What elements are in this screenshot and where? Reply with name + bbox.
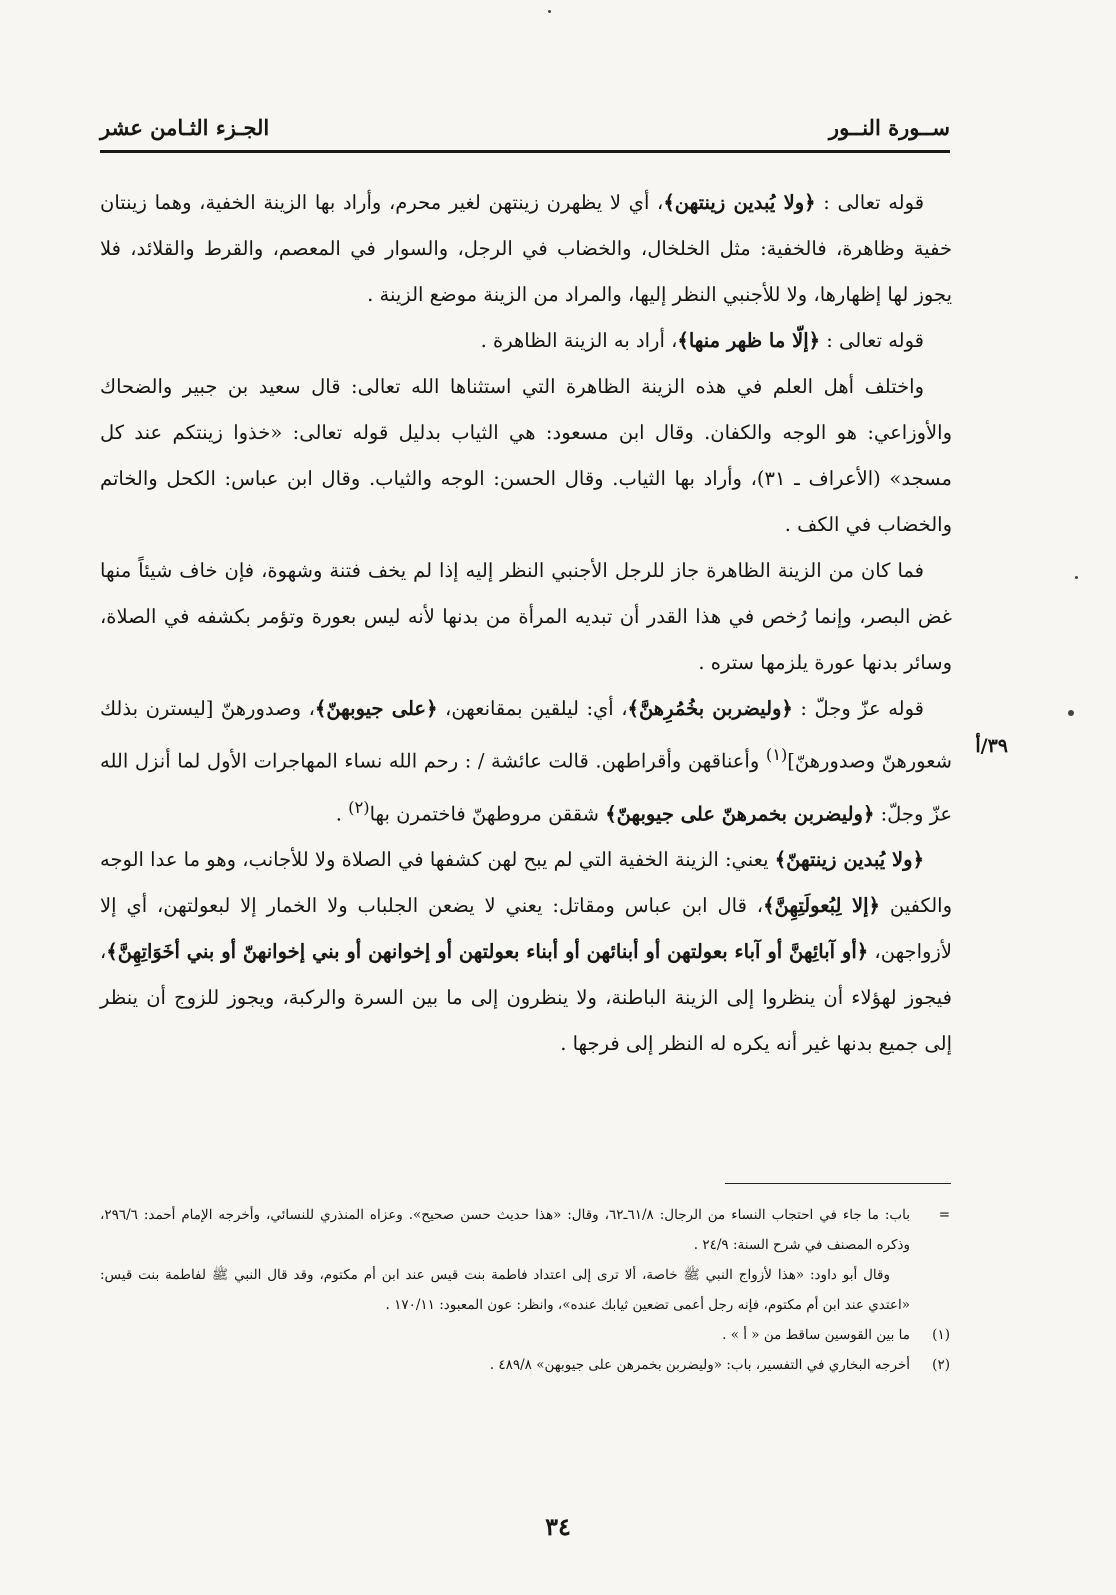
running-header [100, 100, 950, 140]
scan-speck [1075, 576, 1078, 579]
main-text [100, 180, 952, 1067]
footnote-mark: (١) [932, 1327, 950, 1343]
footnote-separator [725, 1183, 951, 1184]
footnotes [100, 1200, 950, 1380]
text-run: ، قال ابن عباس ومقاتل: يعني لا يضعن الجلباب ولا الخمار إلا لبعولتهن، أي إلا لأزواجهن، [100, 894, 952, 963]
part-title: الجـزء الثـامن عشر [100, 115, 270, 140]
footnote-mark: (٢) [932, 1357, 950, 1373]
footnote-text: وقال أبو داود: «هذا لأزواج النبي ﷺ خاصة، ألا ترى إلى اعتداد فاطمة بنت قيس عند ابن أم مكتوم، وقد قال النبي ﷺ لفاطمة بنت قيس: «اعتدي عند ابن أم مكتوم، فإنه رجل أعمى تضعين ثيابك عنده»، وانظر: عون المعبود: ١٧٠/١١ . [100, 1267, 910, 1313]
quran-quote: ﴿أو آبائِهنَّ أو آباء بعولتهن أو أبنائهن أو أبناء بعولتهن أو إخوانهن أو بني إخوانهنّ أو بني أخَوَاتِهِنَّ﴾ [106, 940, 869, 963]
text-run: ، فيجوز لهؤلاء أن ينظروا إلى الزينة الباطنة، ولا ينظرون إلى ما بين السرة والركبة، ويجوز للزوج أن ينظر إلى جميع بدنها غير أنه يكره له النظر إلى فرجها . [100, 940, 952, 1055]
quran-quote: ﴿على جيوبهنّ﴾ [314, 697, 438, 720]
text-run: ، أراد به الزينة الظاهرة . [480, 329, 678, 352]
scan-speck [548, 10, 551, 13]
quran-quote: ﴿ولا يُبدين زينتهنّ﴾ [774, 848, 924, 871]
paragraph-2 [100, 318, 952, 364]
text-run: ، وصدورهنّ [ليسترن بذلك شعورهنّ وصدورهنّ] [100, 697, 952, 773]
footnote-ref-1: (١) [765, 745, 788, 764]
footnote-2 [100, 1350, 950, 1380]
paragraph-3: واختلف أهل العلم في هذه الزينة الظاهرة التي استثناها الله تعالى: قال سعيد بن جبير والضحاك والأوزاعي: هو الوجه والكفان. وقال ابن مسعود: هي الثياب بدليل قوله تعالى: «خذوا زينتكم عند كل مسجد» (الأعراف ـ ٣١)، وأراد بها الثياب. وقال الحسن: الوجه والثياب. وقال ابن عباس: الكحل والخاتم والخضاب في الكف . [100, 375, 952, 536]
quran-quote: ﴿إلّا ما ظهر منها﴾ [677, 329, 821, 352]
paragraph-6 [100, 837, 952, 1067]
text-lead: قوله تعالى : [815, 191, 925, 214]
text-lead: قوله عزّ وجلّ : [792, 697, 924, 720]
surah-title: ســورة النــور [828, 115, 950, 140]
paragraph-1 [100, 180, 952, 318]
text-run: . [335, 802, 349, 825]
footnote-ref-2: (٢) [348, 797, 370, 817]
footnote-mark: = [938, 1207, 950, 1223]
quran-quote: ﴿وليضربن بخُمُرِهنَّ﴾ [627, 697, 793, 720]
text-run: شققن مروطهنّ فاختمرن بها [369, 802, 606, 825]
page-number: ٣٤ [545, 1512, 571, 1541]
paragraph-4: فما كان من الزينة الظاهرة جاز للرجل الأجنبي النظر إليه إذا لم يخف فتنة وشهوة، فإن خاف شيئاً منها غض البصر، وإنما رُخص في هذا القدر أن تبديه المرأة من بدنها لأنه ليس بعورة وتؤمر بكشفه في الصلاة، وسائر بدنها عورة يلزمها ستره . [100, 559, 952, 674]
quran-quote: ﴿وليضربن بخمرهنّ على جيوبهنّ﴾ [605, 802, 875, 825]
footnote-continuation [100, 1200, 950, 1320]
manuscript-folio-marker: ٣٩/أ [975, 735, 1008, 757]
footnote-text: باب: ما جاء في احتجاب النساء من الرجال: ٦١/٨ـ٦٢، وقال: «هذا حديث حسن صحيح». وعزاه المنذري للنسائي، وأخرجه الإمام أحمد: ٢٩٦/٦، وذكره المصنف في شرح السنة: ٢٤/٩ . [100, 1207, 910, 1253]
footnote-1 [100, 1320, 950, 1350]
paragraph-5 [100, 686, 952, 837]
text-run: ، أي لا يظهرن زينتهن لغير محرم، وأراد بها الزينة الخفية، وهما زينتان خفية وظاهرة، فالخفية: مثل الخلخال، والخضاب في الرجل، والسوار في المعصم، والقرط والقلائد، فلا يجوز لها إظهارها، ولا للأجنبي النظر إليها، والمراد من الزينة موضع الزينة . [100, 191, 952, 306]
footnote-text: أخرجه البخاري في التفسير، باب: «وليضربن بخمرهن على جيوبهن» ٤٨٩/٨ . [489, 1357, 910, 1373]
quran-quote: ﴿إلا لِبُعولَتِهِنَّ﴾ [763, 894, 880, 917]
text-run: يعني: الزينة الخفية التي لم يبح لهن كشفها في الصلاة ولا للأجانب، وهو ما عدا الوجه والكفين [100, 848, 952, 917]
text-run: ، أي: ليلقين بمقانعهن، [437, 697, 628, 720]
text-lead: قوله تعالى : [820, 329, 924, 352]
text-run: وأعناقهن وأقراطهن. قالت عائشة / : رحم الله نساء المهاجرات الأول لما أنزل الله عزّ وجلّ: [100, 749, 952, 825]
header-rule [100, 150, 950, 153]
footnote-text: ما بين القوسين ساقط من « أ » . [722, 1327, 910, 1343]
quran-quote: ﴿ولا يُبدين زينتهن﴾ [663, 191, 816, 214]
scan-speck [1068, 710, 1074, 716]
